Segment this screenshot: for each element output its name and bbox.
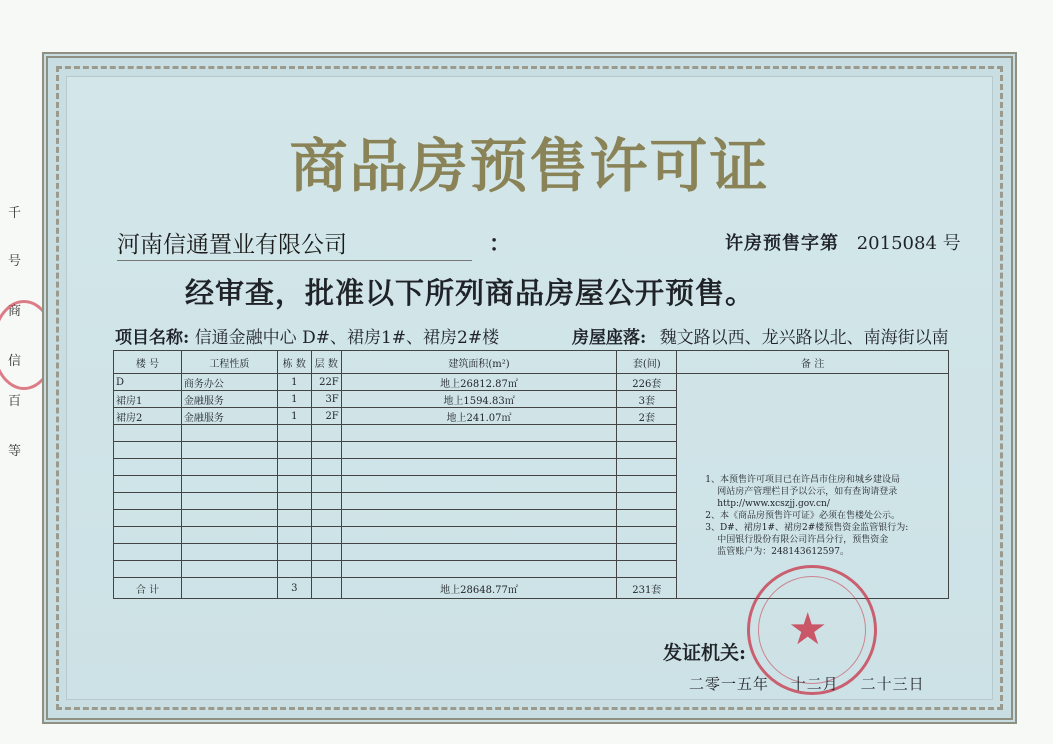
star-icon: ★: [788, 604, 828, 655]
cell-units: 3套: [617, 391, 677, 408]
cell-units: 226套: [617, 374, 677, 391]
project-name-line: [115, 323, 499, 348]
cell-nature: 金融服务: [181, 408, 277, 425]
cell-building: 裙房1: [114, 391, 182, 408]
table-row: [114, 374, 949, 391]
date-month: 十二月: [790, 675, 839, 693]
location-value: 魏文路以西、龙兴路以北、南海街以南: [659, 328, 949, 348]
cell-nature: 金融服务: [181, 391, 277, 408]
certificate-title: 商品房预售许可证: [289, 132, 770, 200]
company-name: 河南信通置业有限公司: [117, 226, 472, 261]
note-line: 2、本《商品房预售许可证》必须在售楼处公示。: [705, 511, 900, 521]
cell-building: D: [114, 374, 182, 391]
date-day: 二十三日: [860, 675, 925, 693]
total-area: 地上28648.77㎡: [341, 578, 617, 599]
project-name: 信通金融中心 D#、裙房1#、裙房2#楼: [194, 328, 500, 348]
project-label: 项目名称:: [115, 328, 190, 348]
cell-building: 裙房2: [114, 408, 182, 425]
certificate-body: [66, 76, 993, 700]
approval-statement: 经审查，批准以下所列商品房屋公开预售。: [185, 276, 756, 310]
cell-area: 地上26812.87㎡: [341, 374, 617, 391]
total-units: 231套: [617, 578, 677, 599]
cell-floors: 2F: [311, 408, 341, 425]
cell-floors: 3F: [311, 391, 341, 408]
location-line: [572, 323, 949, 348]
header-nature: 工程性质: [181, 351, 277, 374]
margin-char: 千: [8, 206, 22, 221]
cell-count: 1: [277, 408, 311, 425]
permit-number-line: [725, 229, 961, 255]
permit-label: 许房预售字第: [725, 233, 839, 254]
issuing-authority-label: 发证机关:: [663, 642, 747, 664]
header-units: 套(间): [617, 351, 677, 374]
location-label: 房屋座落:: [572, 328, 647, 348]
company-colon: ：: [489, 231, 512, 257]
cell-area: 地上1594.83㎡: [341, 391, 617, 408]
note-line: 中国银行股份有限公司许昌分行，预售资金: [717, 535, 889, 545]
note-line: 1、本预售许可项目已在许昌市住房和城乡建设局: [705, 475, 900, 485]
issue-date: [689, 673, 941, 694]
permit-suffix: 号: [942, 233, 961, 254]
presale-certificate: [42, 52, 1017, 724]
header-count: 栋 数: [277, 351, 311, 374]
cell-area: 地上241.07㎡: [341, 408, 617, 425]
header-area: 建筑面积(m²): [341, 351, 617, 374]
total-count: 3: [277, 578, 311, 599]
note-line: 网站房产管理栏目予以公示，如有查询请登录: [717, 487, 898, 497]
note-line: http://www.xcszjj.gov.cn/: [717, 499, 830, 509]
margin-char: 等: [8, 444, 22, 459]
date-year: 二零一五年: [689, 675, 770, 693]
table-header-row: [114, 351, 949, 374]
margin-char: 商: [8, 304, 22, 319]
margin-char: 百: [8, 394, 22, 409]
cell-floors: 22F: [311, 374, 341, 391]
total-label: 合 计: [114, 578, 182, 599]
left-margin-strip: [0, 180, 34, 620]
cell-nature: 商务办公: [181, 374, 277, 391]
margin-char: 号: [8, 254, 22, 269]
note-line: 3、D#、裙房1#、裙房2#楼预售资金监管银行为:: [705, 523, 909, 533]
header-floors: 层 数: [311, 351, 341, 374]
permit-number: 2015084: [856, 233, 937, 254]
cell-count: 1: [277, 374, 311, 391]
cell-units: 2套: [617, 408, 677, 425]
units-table: [113, 350, 949, 599]
cell-count: 1: [277, 391, 311, 408]
header-notes: 备 注: [677, 351, 949, 374]
header-building: 楼 号: [114, 351, 182, 374]
note-line: 监管账户为：248143612597。: [717, 547, 849, 557]
margin-char: 信: [8, 354, 22, 369]
